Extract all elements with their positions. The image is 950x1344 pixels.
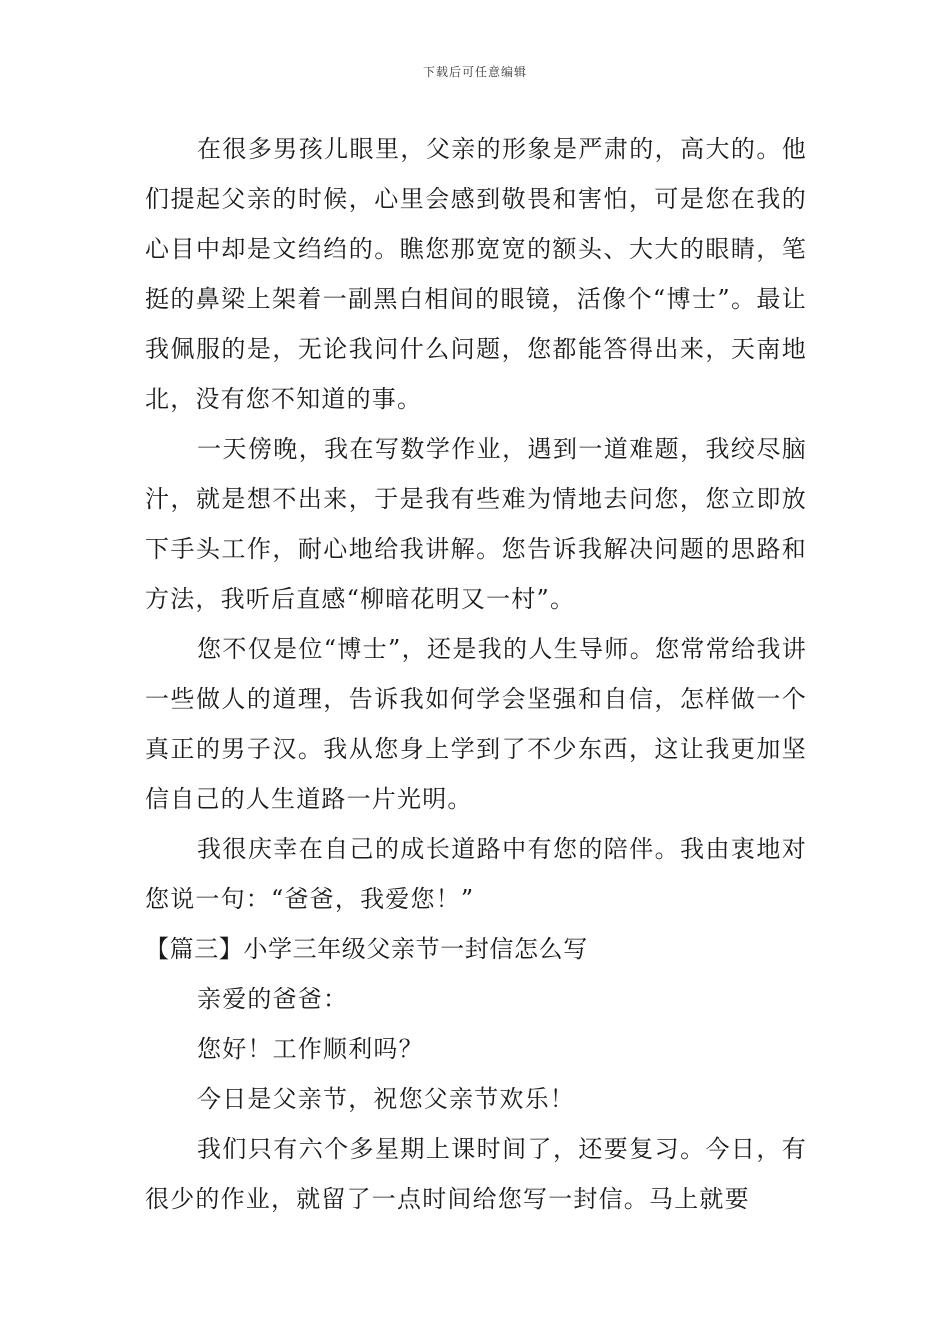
section-heading: 【篇三】小学三年级父亲节一封信怎么写 xyxy=(145,935,588,963)
letter-salutation: 亲爱的爸爸： xyxy=(197,985,349,1013)
paragraph: 您不仅是位“博士”，还是我的人生导师。您常常给我讲一些做人的道理，告诉我如何学会坚强和自信，怎样做一个真正的男子汉。我从您身上学到了不少东西，这让我更加坚信自己的人生道路一片光明。 xyxy=(145,635,807,813)
document-body xyxy=(145,124,807,1224)
letter-greeting: 您好！工作顺利吗？ xyxy=(197,1035,424,1063)
header-note: 下载后可任意编辑 xyxy=(422,65,527,79)
paragraph: 一天傍晚，我在写数学作业，遇到一道难题，我绞尽脑汁，就是想不出来，于是我有些难为情地去问您，您立即放下手头工作，耐心地给我讲解。您告诉我解决问题的思路和方法，我听后直感“柳暗花明又一村”。 xyxy=(145,435,807,613)
letter-body: 我们只有六个多星期上课时间了，还要复习。今日，有很少的作业，就留了一点时间给您写一封信。马上就要 xyxy=(145,1135,807,1213)
paragraph: 我很庆幸在自己的成长道路中有您的陪伴。我由衷地对您说一句：“爸爸，我爱您！” xyxy=(145,835,807,913)
letter-wish: 今日是父亲节，祝您父亲节欢乐！ xyxy=(197,1085,575,1113)
paragraph: 在很多男孩儿眼里，父亲的形象是严肃的，高大的。他们提起父亲的时候，心里会感到敬畏和害怕，可是您在我的心目中却是文绉绉的。瞧您那宽宽的额头、大大的眼睛，笔挺的鼻梁上架着一副黑白相间的眼镜，活像个“博士”。最让我佩服的是，无论我问什么问题，您都能答得出来，天南地北，没有您不知道的事。 xyxy=(145,135,807,413)
